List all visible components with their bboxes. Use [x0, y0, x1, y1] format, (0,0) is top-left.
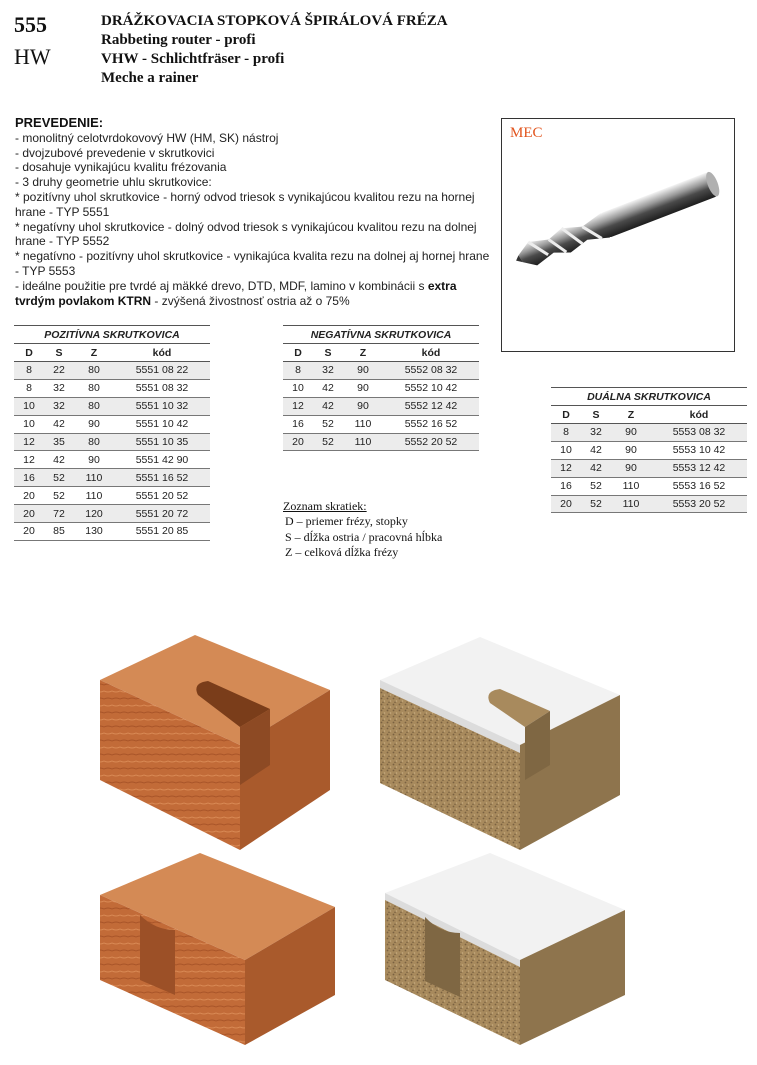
table-row [283, 397, 479, 415]
cell-code: 5553 12 42 [651, 459, 747, 477]
table-title: POZITÍVNA SKRUTKOVICA [14, 326, 210, 344]
cell-code: 5551 20 52 [114, 487, 210, 505]
cell-value: 110 [611, 495, 651, 513]
cut-illustrations [80, 625, 640, 1050]
cell-value: 20 [14, 487, 44, 505]
cell-value: 85 [44, 523, 74, 541]
product-image [501, 118, 735, 352]
cell-value: 22 [44, 362, 74, 380]
table-row [283, 379, 479, 397]
cell-value: 12 [14, 433, 44, 451]
cell-value: 32 [581, 424, 611, 442]
table-title: DUÁLNA SKRUTKOVICA [551, 388, 747, 406]
cell-value: 120 [74, 505, 114, 523]
table-row [551, 477, 747, 495]
cell-value: 16 [14, 469, 44, 487]
brand-logo: MEC [510, 125, 543, 141]
feature-line: hrane - TYP 5552 [15, 234, 110, 249]
column-header: kód [114, 344, 210, 362]
column-header: D [14, 344, 44, 362]
cell-value: 10 [551, 441, 581, 459]
cell-value: 12 [283, 397, 313, 415]
cell-code: 5552 16 52 [383, 415, 479, 433]
column-header: kód [383, 344, 479, 362]
cell-code: 5551 10 32 [114, 397, 210, 415]
table-row [551, 441, 747, 459]
column-header: D [551, 406, 581, 424]
positive-helix-table [14, 325, 210, 541]
table-row [14, 397, 210, 415]
table-row [283, 415, 479, 433]
cell-value: 10 [283, 379, 313, 397]
table-title: NEGATÍVNA SKRUTKOVICA [283, 326, 479, 344]
product-titles [101, 12, 448, 88]
cell-value: 8 [14, 379, 44, 397]
cell-value: 52 [581, 495, 611, 513]
cell-value: 8 [14, 362, 44, 380]
cell-value: 52 [313, 415, 343, 433]
cell-value: 16 [551, 477, 581, 495]
cell-value: 10 [14, 415, 44, 433]
cell-code: 5552 10 42 [383, 379, 479, 397]
cell-code: 5552 08 32 [383, 362, 479, 380]
column-header: Z [611, 406, 651, 424]
column-header: S [313, 344, 343, 362]
cell-value: 20 [283, 433, 313, 451]
table-row [14, 523, 210, 541]
cell-value: 52 [44, 487, 74, 505]
cell-value: 20 [14, 505, 44, 523]
cell-value: 80 [74, 433, 114, 451]
table-row [14, 451, 210, 469]
cell-value: 42 [44, 415, 74, 433]
feature-line: * negatívno - pozitívny uhol skrutkovice - vynikajúca kvalita rezu na dolnej aj hornej hrane [15, 249, 490, 264]
table-row [551, 459, 747, 477]
cell-value: 32 [313, 362, 343, 380]
title-de: VHW - Schlichtfräser - profi [101, 51, 285, 67]
cell-value: 90 [611, 441, 651, 459]
cell-code: 5551 42 90 [114, 451, 210, 469]
cell-value: 52 [44, 469, 74, 487]
cell-value: 52 [581, 477, 611, 495]
cell-code: 5551 10 42 [114, 415, 210, 433]
feature-line: - 3 druhy geometrie uhlu skrutkovice: [15, 175, 212, 190]
table-row [14, 415, 210, 433]
legend-title: Zoznam skratiek: [283, 499, 367, 513]
cell-value: 42 [581, 441, 611, 459]
cell-code: 5552 12 42 [383, 397, 479, 415]
features-section [15, 116, 495, 308]
feature-line: - dvojzubové prevedenie v skrutkovici [15, 145, 215, 160]
title-fr: Meche a rainer [101, 70, 199, 86]
cell-code: 5553 20 52 [651, 495, 747, 513]
feature-line: * negatívny uhol skrutkovice - dolný odvod triesok s vynikajúcou kvalitou rezu na dolnej [15, 219, 477, 234]
cell-code: 5551 08 22 [114, 362, 210, 380]
table-row [14, 469, 210, 487]
feature-line: - monolitný celotvrdokovový HW (HM, SK) nástroj [15, 130, 279, 145]
cell-value: 90 [343, 379, 383, 397]
cell-value: 90 [611, 424, 651, 442]
column-header: S [581, 406, 611, 424]
feature-line: * pozitívny uhol skrutkovice - horný odvod triesok s vynikajúcou kvalitou rezu na hornej [15, 189, 475, 204]
cell-code: 5551 20 72 [114, 505, 210, 523]
legend-item: S – dĺžka ostria / pracovná hĺbka [285, 529, 443, 544]
cell-value: 90 [343, 397, 383, 415]
feature-line: - dosahuje vynikajúcu kvalitu frézovania [15, 160, 227, 175]
title-sk: DRÁŽKOVACIA STOPKOVÁ ŠPIRÁLOVÁ FRÉZA [101, 13, 448, 29]
table-row [14, 487, 210, 505]
cell-code: 5553 10 42 [651, 441, 747, 459]
cell-value: 12 [14, 451, 44, 469]
cell-value: 110 [611, 477, 651, 495]
cell-value: 110 [74, 487, 114, 505]
table-row [14, 362, 210, 380]
cell-value: 35 [44, 433, 74, 451]
title-en: Rabbeting router - profi [101, 32, 256, 48]
cell-value: 130 [74, 523, 114, 541]
cell-value: 110 [343, 415, 383, 433]
cell-value: 90 [74, 415, 114, 433]
column-header: Z [74, 344, 114, 362]
material-code: HW [14, 44, 51, 69]
cell-value: 52 [313, 433, 343, 451]
cell-value: 42 [313, 397, 343, 415]
wood-rabbet-block-icon [100, 853, 335, 1045]
feature-line-last-2: tvrdým povlakom KTRN - zvýšená živostnosť ostria až o 75% [15, 293, 350, 308]
legend-item: Z – celková dĺžka frézy [285, 545, 399, 560]
spiral-router-bit-icon [506, 159, 732, 279]
cell-value: 12 [551, 459, 581, 477]
table-row [14, 379, 210, 397]
table-row [14, 505, 210, 523]
feature-line-last-1: - ideálne použitie pre tvrdé aj mäkké drevo, DTD, MDF, lamino v kombinácii s extra [15, 278, 457, 293]
dual-helix-table [551, 387, 747, 513]
cell-code: 5552 20 52 [383, 433, 479, 451]
wood-slot-block-icon [100, 635, 330, 850]
cell-value: 90 [343, 362, 383, 380]
table-row [551, 495, 747, 513]
cell-value: 10 [14, 397, 44, 415]
table-row [283, 362, 479, 380]
cell-code: 5551 10 35 [114, 433, 210, 451]
table-row [14, 433, 210, 451]
column-header: D [283, 344, 313, 362]
feature-line: hrane - TYP 5551 [15, 204, 110, 219]
cell-value: 110 [74, 469, 114, 487]
cell-code: 5551 08 32 [114, 379, 210, 397]
legend-item: D – priemer frézy, stopky [285, 514, 408, 529]
abbreviation-legend [283, 499, 442, 561]
cell-value: 80 [74, 397, 114, 415]
chipboard-slot-block-icon [380, 637, 620, 850]
features-heading: PREVEDENIE: [15, 115, 104, 130]
cell-value: 42 [581, 459, 611, 477]
cell-value: 110 [343, 433, 383, 451]
cell-value: 80 [74, 362, 114, 380]
cell-value: 32 [44, 379, 74, 397]
product-code: 555 [14, 12, 47, 37]
cell-code: 5553 08 32 [651, 424, 747, 442]
cell-code: 5551 20 85 [114, 523, 210, 541]
cell-value: 20 [14, 523, 44, 541]
cell-value: 8 [551, 424, 581, 442]
column-header: Z [343, 344, 383, 362]
table-row [283, 433, 479, 451]
feature-line: - TYP 5553 [15, 263, 76, 278]
cell-value: 8 [283, 362, 313, 380]
cell-value: 80 [74, 379, 114, 397]
cell-code: 5551 16 52 [114, 469, 210, 487]
cell-code: 5553 16 52 [651, 477, 747, 495]
cell-value: 32 [44, 397, 74, 415]
cell-value: 42 [44, 451, 74, 469]
column-header: S [44, 344, 74, 362]
chipboard-rabbet-block-icon [385, 853, 625, 1045]
column-header: kód [651, 406, 747, 424]
cell-value: 16 [283, 415, 313, 433]
cell-value: 72 [44, 505, 74, 523]
negative-helix-table [283, 325, 479, 451]
cell-value: 90 [611, 459, 651, 477]
cell-value: 90 [74, 451, 114, 469]
cell-value: 20 [551, 495, 581, 513]
table-row [551, 424, 747, 442]
cell-value: 42 [313, 379, 343, 397]
